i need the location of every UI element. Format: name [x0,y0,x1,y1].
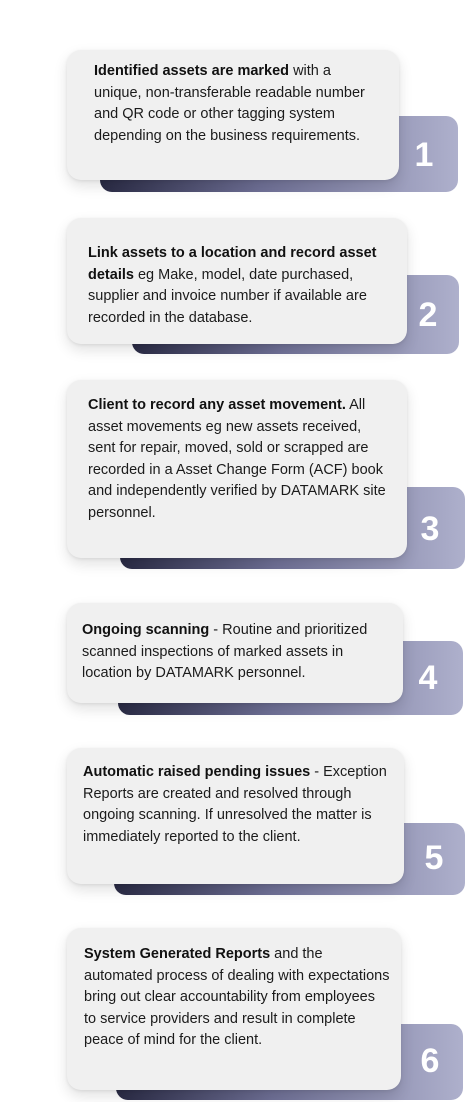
step-card [67,603,403,703]
step-description: eg Make, model, date purchased, supplier and invoice number if available are recorded in the database. [88,266,367,326]
step-number: 4 [418,659,438,697]
step-description: with a unique, non-transferable readable number and QR code or other tagging system depending on the business requirements. [94,63,365,144]
step-title: Identified assets are marked [94,63,290,79]
step-number: 2 [418,296,438,334]
step-number: 1 [414,136,434,174]
step-description: and the automated process of dealing with expectations bring out clear accountability from employees to service providers and result in complete peace of mind for the client. [84,946,390,1048]
step-description: - Routine and prioritized scanned inspections of marked assets in location by DATAMARK personnel. [82,622,368,681]
step-description: - Exception Reports are created and resolved through ongoing scanning. If unresolved the matter is immediately reported to the client. [83,764,387,845]
step-title: Client to record any asset movement. [88,397,346,413]
step-card [67,380,407,558]
step-title: System Generated Reports [84,946,271,962]
step-number: 6 [420,1042,440,1080]
step-card [67,748,404,884]
step-title: Link assets to a location and record asset details [88,245,377,283]
step-number: 3 [420,510,440,548]
step-card [67,928,401,1090]
step-card [67,218,407,344]
step-number: 5 [424,839,444,877]
step-title: Automatic raised pending issues [83,764,311,780]
step-title: Ongoing scanning [82,622,210,638]
step-description: All asset movements eg new assets received, sent for repair, moved, sold or scrapped are recorded in a Asset Change Form (ACF) book and independently verified by DATAMARK site personnel. [88,397,386,521]
step-card [67,50,399,180]
